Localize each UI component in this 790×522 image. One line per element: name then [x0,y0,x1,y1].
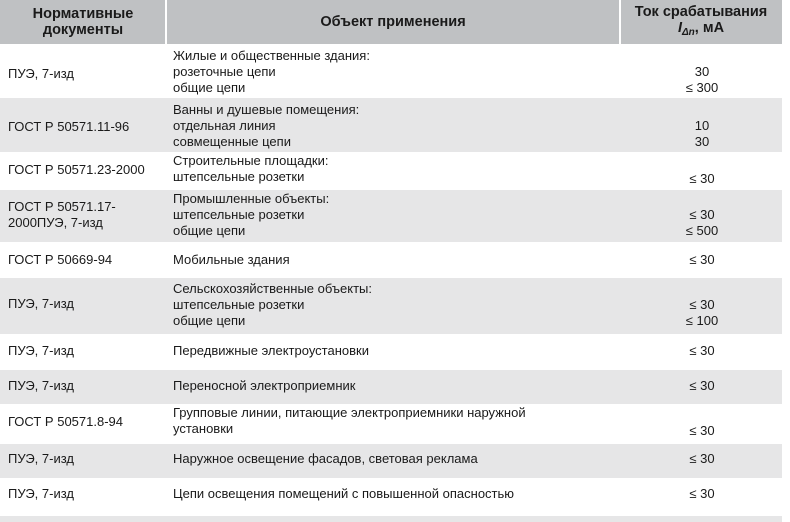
object-cell-line: Промышленные объекты: [173,191,330,206]
current-cell [622,64,782,96]
current-cell-line: ≤ 30 [689,486,715,501]
object-cell-line: Сельскохозяйственные объекты: [173,281,372,296]
document-cell-line: ПУЭ, 7-изд [8,66,74,81]
current-cell-line: ≤ 100 [685,313,719,328]
table-row [0,334,782,370]
object-cell-line: общие цепи [173,80,246,95]
object-cell-line: Групповые линии, питающие электроприемники наружной [173,405,526,420]
document-cell-line: 2000ПУЭ, 7-изд [8,215,103,230]
table-row [0,478,782,516]
document-cell-line: ГОСТ Р 50571.23-2000 [8,162,145,177]
document-cell [8,296,163,312]
document-cell [8,162,163,178]
current-cell [622,118,782,150]
object-cell-line: Мобильные здания [173,252,290,267]
table-row [0,444,782,478]
object-cell-line: отдельная линия [173,118,276,133]
object-cell [173,191,613,239]
table-bottom-strip [0,516,782,522]
header-current-line2 [635,20,768,41]
object-cell [173,102,613,150]
object-cell [173,153,613,185]
document-cell-line: ГОСТ Р 50571.8-94 [8,414,123,429]
current-cell [622,252,782,268]
current-cell [622,486,782,502]
object-cell [173,48,613,96]
document-cell-line: ПУЭ, 7-изд [8,343,74,358]
document-cell [8,451,163,467]
current-cell-line: 30 [694,134,710,149]
object-cell-line: Наружное освещение фасадов, световая реклама [173,451,478,466]
table-row [0,98,782,152]
current-cell [622,171,782,187]
object-cell-line: Цепи освещения помещений с повышенной опасностью [173,486,515,501]
current-cell-line: ≤ 30 [689,207,715,222]
object-cell-line: штепсельные розетки [173,207,305,222]
object-cell-line: Ванны и душевые помещения: [173,102,360,117]
current-cell-line: ≤ 30 [689,423,715,438]
current-cell-line: 10 [694,118,710,133]
object-cell-line: Передвижные электроустановки [173,343,369,358]
object-cell [173,281,613,329]
header-docs [0,0,166,44]
current-cell-line: ≤ 30 [689,451,715,466]
current-cell-line: ≤ 30 [689,171,715,186]
object-cell-line: Жилые и общественные здания: [173,48,370,63]
table-header [0,0,782,44]
current-cell [622,297,782,329]
object-cell [173,486,613,502]
current-cell [622,378,782,394]
current-cell-line: ≤ 500 [685,223,719,238]
document-cell-line: ГОСТ Р 50669-94 [8,252,113,267]
current-cell-line: 30 [694,64,710,79]
object-cell-line: общие цепи [173,223,246,238]
object-cell [173,343,613,359]
current-unit: , мА [694,19,725,36]
table-row [0,152,782,190]
document-cell-line: ГОСТ Р 50571.17- [8,199,116,214]
current-cell-line: ≤ 30 [689,252,715,267]
current-cell-line: ≤ 30 [689,343,715,358]
current-cell [622,343,782,359]
document-cell-line: ПУЭ, 7-изд [8,486,74,501]
current-symbol: I [677,19,682,36]
object-cell-line: штепсельные розетки [173,297,305,312]
document-cell [8,486,163,502]
header-current-line1: Ток срабатывания [634,3,768,20]
document-cell [8,199,163,231]
current-cell [622,451,782,467]
object-cell-line: совмещенные цепи [173,134,291,149]
table-row [0,190,782,242]
object-cell [173,405,613,437]
current-cell-line: ≤ 300 [685,80,719,95]
object-cell-line: розеточные цепи [173,64,276,79]
current-cell-line: ≤ 30 [689,378,715,393]
header-docs-line1: Нормативные [32,6,134,22]
document-cell [8,343,163,359]
document-cell-line: ГОСТ Р 50571.11-96 [8,119,130,134]
object-cell-line: общие цепи [173,313,246,328]
object-cell-line: Строительные площадки: [173,153,329,168]
document-cell [8,414,163,430]
table-row [0,46,782,98]
document-cell-line: ПУЭ, 7-изд [8,451,74,466]
document-cell [8,119,163,135]
document-cell-line: ПУЭ, 7-изд [8,378,74,393]
current-subscript: Δn [681,26,695,38]
header-current [620,0,782,44]
object-cell-line: Переносной электроприемник [173,378,356,393]
current-cell-line: ≤ 30 [689,297,715,312]
header-object: Объект применения [320,14,466,30]
table-row [0,404,782,444]
table-row [0,278,782,334]
object-cell [173,252,613,268]
document-cell-line: ПУЭ, 7-изд [8,296,74,311]
table-row [0,242,782,278]
object-cell [173,451,613,467]
object-cell [173,378,613,394]
current-cell [622,423,782,439]
document-cell [8,66,163,82]
object-cell-line: штепсельные розетки [173,169,305,184]
object-cell-line: установки [173,421,234,436]
document-cell [8,378,163,394]
table-row [0,370,782,404]
document-cell [8,252,163,268]
header-docs-line2: документы [42,22,124,38]
current-cell [622,207,782,239]
